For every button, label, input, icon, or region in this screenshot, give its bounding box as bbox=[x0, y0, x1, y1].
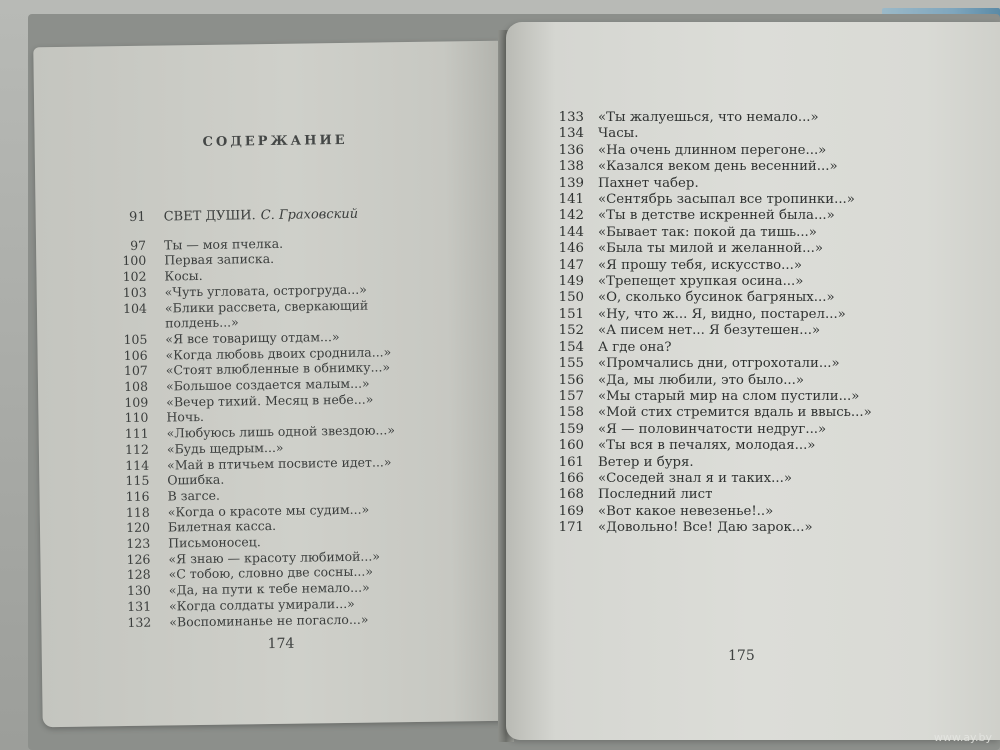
toc-entry bbox=[546, 258, 966, 274]
toc-entry-title: Косы. bbox=[164, 268, 203, 284]
toc-entry-title: «Да, мы любили, это было...» bbox=[598, 372, 805, 388]
toc-entry-title: «Вот какое невезенье!..» bbox=[598, 503, 774, 519]
toc-page-number: 133 bbox=[558, 110, 584, 125]
toc-page-number: 150 bbox=[558, 290, 584, 306]
toc-entry-title: «Довольно! Все! Даю зарок...» bbox=[598, 520, 813, 536]
toc-entry bbox=[546, 159, 966, 175]
toc-page-number: 147 bbox=[558, 257, 584, 273]
toc-page-number: 169 bbox=[558, 503, 584, 519]
toc-entry bbox=[546, 471, 966, 487]
toc-entry-title: Ошибка. bbox=[167, 471, 225, 488]
toc-page-number: 152 bbox=[558, 323, 584, 339]
toc-entry-title: «Я знаю — красоту любимой...» bbox=[168, 548, 381, 567]
toc-entry-title: «Когда о красоте мы судим...» bbox=[167, 501, 370, 520]
toc-entry bbox=[546, 373, 966, 389]
toc-entry bbox=[546, 208, 966, 224]
toc-entry bbox=[546, 307, 966, 323]
toc-page-number: 157 bbox=[558, 388, 584, 404]
toc-page-number: 110 bbox=[124, 410, 149, 426]
toc-entry bbox=[546, 274, 966, 290]
toc-entry-title: «Сентябрь засыпал все тропинки...» bbox=[598, 192, 855, 208]
toc-entry-title: «Будь щедрым...» bbox=[166, 439, 284, 457]
toc-page-number: 131 bbox=[127, 598, 152, 614]
toc-section-title: СВЕТ ДУШИ. bbox=[163, 208, 256, 225]
toc-entry-title: В загсе. bbox=[167, 487, 221, 504]
toc-page-number: 108 bbox=[124, 378, 149, 395]
toc-entry-title: «Я — половинчатости недруг...» bbox=[598, 421, 827, 437]
toc-page-number: 128 bbox=[126, 567, 151, 583]
toc-page-number: 156 bbox=[558, 372, 584, 388]
toc-page-number: 146 bbox=[558, 241, 584, 257]
toc-page-number: 126 bbox=[126, 551, 151, 567]
toc-entry-title: Ветер и буря. bbox=[598, 454, 694, 470]
toc-page-number: 149 bbox=[558, 274, 584, 290]
toc-page-number: 100 bbox=[122, 253, 147, 269]
toc-entry bbox=[546, 143, 966, 159]
toc-entry bbox=[546, 241, 966, 257]
toc-entry-title: «Ты вся в печалях, молодая...» bbox=[598, 438, 816, 454]
toc-entry-title: «С тобою, словно две сосны...» bbox=[168, 564, 374, 582]
toc-entry-title: «Когда любовь двоих сроднила...» bbox=[165, 343, 392, 363]
toc-entry-title: «Бывает так: покой да тишь...» bbox=[598, 224, 817, 240]
toc-entry-title: «Была ты милой и желанной...» bbox=[598, 241, 823, 257]
toc-entry bbox=[546, 405, 966, 421]
toc-entry bbox=[546, 323, 966, 339]
toc-page-number: 116 bbox=[125, 488, 150, 504]
toc-page-number: 151 bbox=[558, 306, 584, 322]
toc-entry bbox=[546, 487, 966, 503]
toc-entry bbox=[546, 192, 966, 208]
toc-entry-title: «Промчались дни, отгрохотали...» bbox=[598, 356, 840, 372]
page-number-right: 175 bbox=[728, 648, 755, 664]
left-page bbox=[33, 41, 508, 727]
toc-entry-title: Ты — моя пчелка. bbox=[163, 235, 284, 253]
toc-page-number: 111 bbox=[124, 425, 149, 442]
toc-entry-title: «Чуть угловата, острогруда...» bbox=[164, 281, 367, 300]
toc-entry bbox=[546, 176, 966, 192]
toc-entry-title: «О, сколько бусинок багряных...» bbox=[598, 290, 835, 306]
toc-page-number: 107 bbox=[123, 363, 148, 379]
toc-page-number: 139 bbox=[558, 175, 584, 191]
contents-heading: СОДЕРЖАНИЕ bbox=[202, 132, 348, 150]
toc-entry-title: «А писем нет... Я безутешен...» bbox=[598, 323, 821, 339]
toc-page-number: 171 bbox=[558, 520, 584, 536]
toc-page-number: 166 bbox=[558, 470, 584, 486]
toc-page-number: 130 bbox=[126, 582, 151, 599]
toc-page-number: 168 bbox=[558, 487, 584, 503]
toc-entry-title: «Ты жалуешься, что немало...» bbox=[598, 110, 819, 125]
toc-entry-title: «Стоят влюбленные в обнимку...» bbox=[165, 359, 391, 378]
toc-entry bbox=[546, 422, 966, 438]
toc-entry bbox=[546, 438, 966, 454]
toc-page-number: 112 bbox=[124, 441, 150, 457]
toc-entry-title: Часы. bbox=[598, 126, 639, 142]
toc-entry-title: «Вечер тихий. Месяц в небе...» bbox=[166, 391, 374, 410]
toc-entry-title: «Воспоминанье не погасло...» bbox=[169, 611, 369, 630]
toc-page-number bbox=[109, 328, 147, 329]
toc-page-number: 134 bbox=[558, 126, 584, 142]
toc-page-number: 102 bbox=[122, 268, 147, 285]
toc-entry-title: «Мы старый мир на слом пустили...» bbox=[598, 388, 860, 404]
toc-entry-title: «Мой стих стремится вдаль и ввысь...» bbox=[598, 405, 872, 421]
toc-page-number: 105 bbox=[123, 331, 148, 347]
toc-page-number: 158 bbox=[558, 405, 584, 421]
toc-list-right bbox=[546, 110, 966, 537]
toc-entry-title: «Я прошу тебя, искусство...» bbox=[598, 257, 802, 273]
toc-entry bbox=[546, 126, 966, 142]
toc-entry bbox=[546, 455, 966, 471]
toc-page-number: 97 bbox=[130, 237, 147, 253]
toc-page-number: 120 bbox=[126, 520, 151, 536]
toc-entry-title: «Соседей знал я и таких...» bbox=[598, 470, 792, 486]
toc-entry-title: «Когда солдаты умирали...» bbox=[168, 595, 355, 614]
toc-section-author: С. Граховский bbox=[260, 206, 359, 224]
watermark: www.ay.by bbox=[933, 731, 992, 744]
toc-entry-title: Пахнет чабер. bbox=[598, 175, 699, 191]
toc-entry-title: «Я все товарищу отдам...» bbox=[165, 328, 340, 347]
toc-page-number: 141 bbox=[558, 192, 584, 208]
toc-entry-title: «Блики рассвета, сверкающий bbox=[164, 297, 369, 315]
toc-page-number: 144 bbox=[558, 224, 584, 240]
toc-page-number: 104 bbox=[122, 300, 148, 316]
toc-entry bbox=[546, 356, 966, 372]
toc-entry bbox=[546, 520, 966, 536]
toc-entry bbox=[546, 389, 966, 405]
toc-entry-title: Билетная касса. bbox=[167, 518, 277, 535]
toc-entry-title: полдень...» bbox=[165, 314, 239, 331]
toc-page-number: 136 bbox=[558, 142, 584, 158]
page-number-left: 174 bbox=[267, 635, 295, 653]
toc-entry-title: «Любуюсь лишь одной звездою...» bbox=[166, 422, 396, 441]
toc-page-number: 115 bbox=[125, 472, 150, 489]
toc-page-number: 160 bbox=[558, 438, 584, 454]
toc-entry-title: «Да, на пути к тебе немало...» bbox=[168, 579, 370, 598]
toc-page-number: 118 bbox=[125, 504, 150, 520]
toc-entry bbox=[546, 504, 966, 520]
toc-list-left bbox=[108, 205, 464, 630]
toc-entry-title: «Ну, что ж... Я, видно, постарел...» bbox=[598, 306, 846, 322]
toc-entry-title: «Май в птичьем посвисте идет...» bbox=[167, 453, 392, 473]
toc-entry-title: Последний лист bbox=[598, 487, 713, 503]
toc-page-number: 103 bbox=[122, 284, 147, 300]
toc-entry-title: Письмоносец. bbox=[168, 534, 261, 551]
toc-entry-title: А где она? bbox=[598, 339, 672, 355]
toc-entry bbox=[546, 340, 966, 356]
toc-entry bbox=[546, 225, 966, 241]
toc-entry-title: Первая записка. bbox=[164, 251, 275, 268]
toc-page-number: 155 bbox=[558, 356, 584, 372]
toc-page-number: 142 bbox=[558, 208, 584, 224]
toc-section-row bbox=[108, 205, 458, 226]
toc-page-number: 109 bbox=[124, 394, 149, 410]
toc-entry-title: «Трепещет хрупкая осина...» bbox=[598, 274, 804, 290]
toc-page-number: 138 bbox=[558, 159, 584, 175]
toc-page-number: 159 bbox=[558, 421, 584, 437]
toc-entry-title: «На очень длинном перегоне...» bbox=[598, 142, 827, 158]
toc-page-number: 114 bbox=[125, 457, 150, 473]
toc-entry bbox=[546, 290, 966, 306]
right-page bbox=[506, 22, 1000, 740]
toc-entry-title: «Казался веком день весенний...» bbox=[598, 159, 838, 175]
toc-entry-title: «Большое создается малым...» bbox=[165, 375, 370, 394]
toc-entry bbox=[546, 110, 966, 126]
toc-page-number: 106 bbox=[123, 347, 148, 363]
toc-page-number: 132 bbox=[127, 614, 152, 630]
toc-page-number: 154 bbox=[558, 339, 584, 355]
toc-page-number: 91 bbox=[129, 209, 146, 225]
toc-entry-title: Ночь. bbox=[166, 409, 205, 425]
toc-page-number: 123 bbox=[126, 535, 151, 552]
toc-entry-title: «Ты в детстве искренней была...» bbox=[598, 208, 835, 224]
toc-page-number: 161 bbox=[558, 454, 584, 470]
